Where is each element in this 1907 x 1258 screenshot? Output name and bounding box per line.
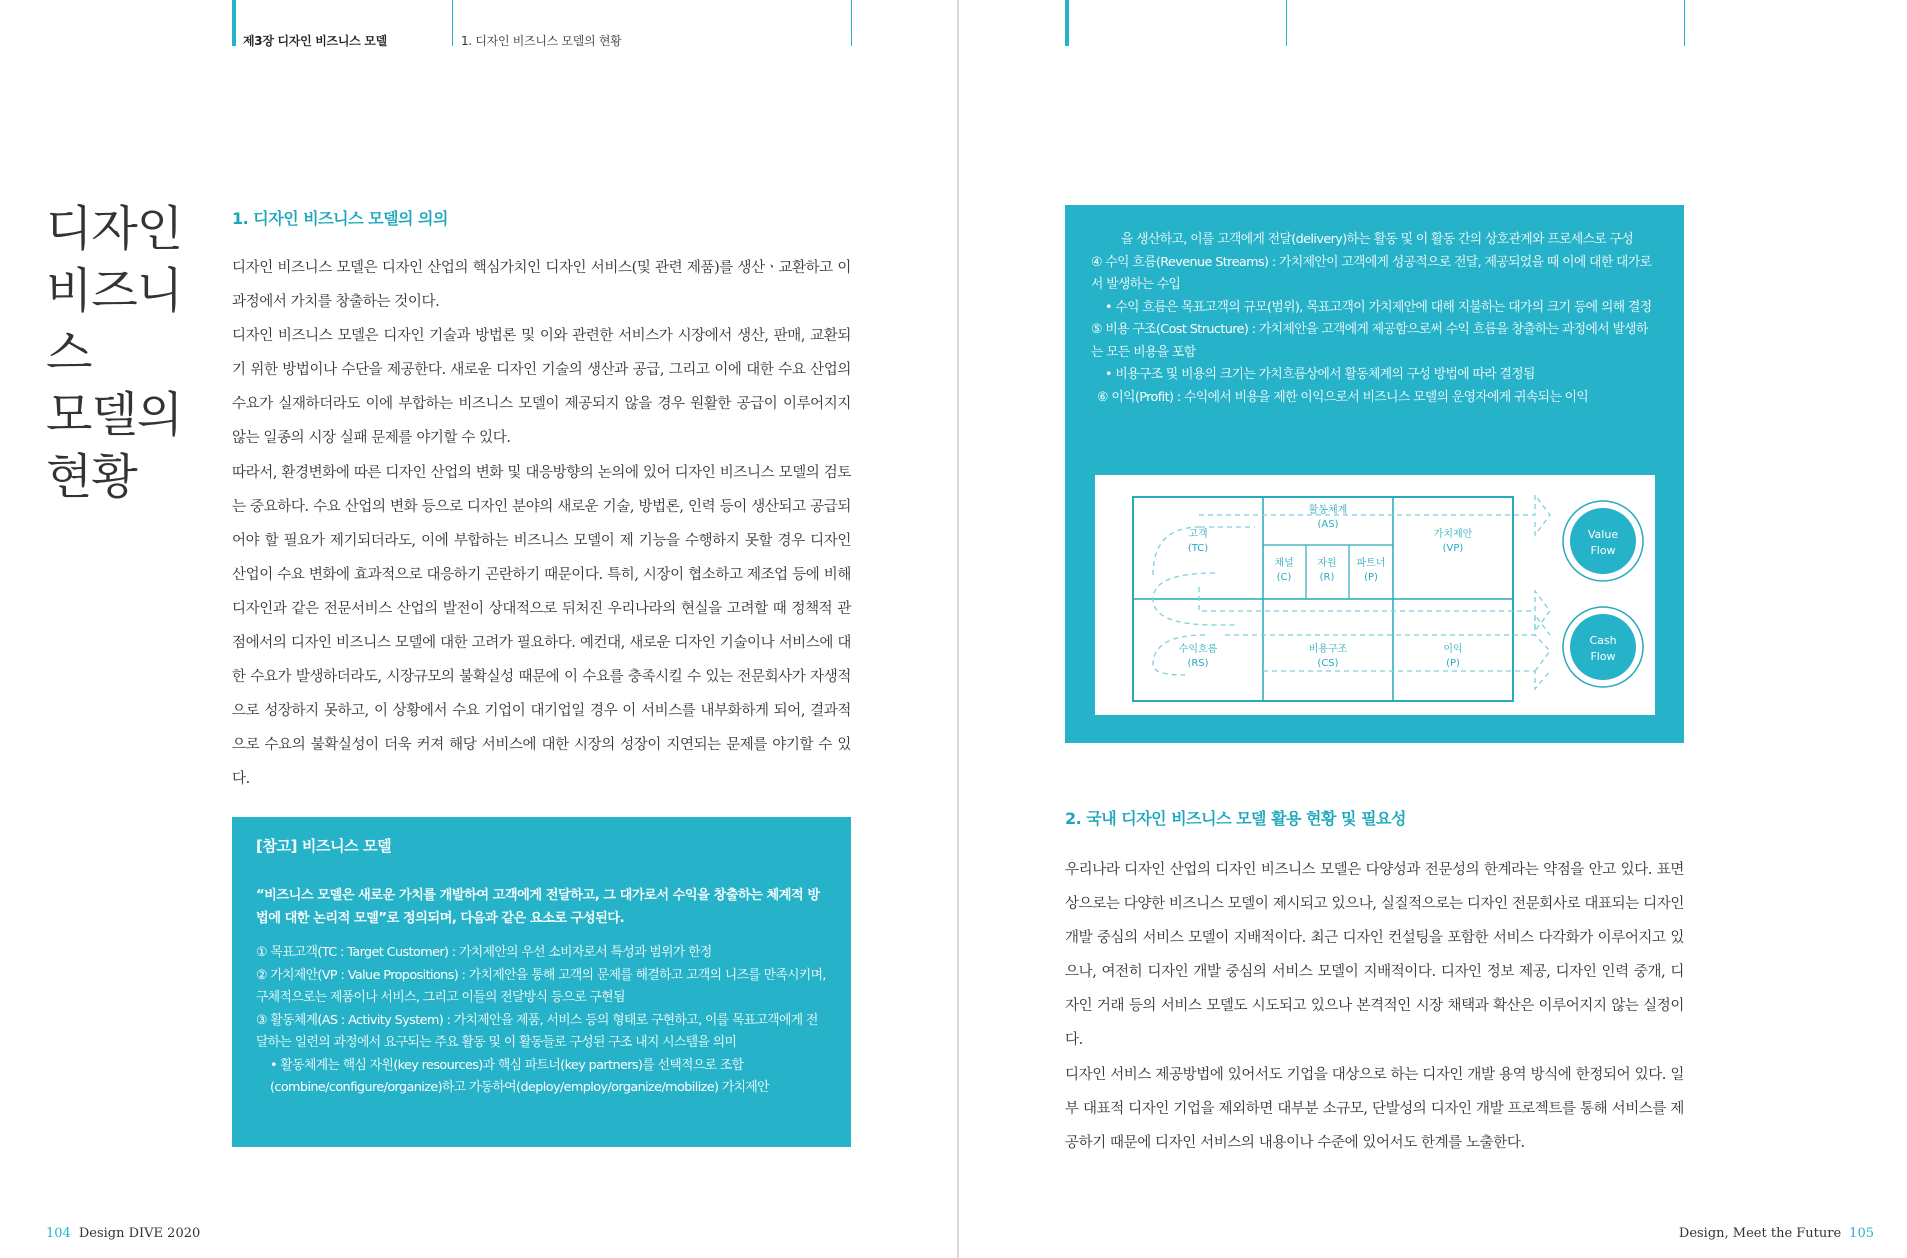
section-body [232,251,851,797]
header-rule [851,0,852,46]
reference-list [1091,229,1658,409]
flow-arrow [1263,671,1550,689]
paragraph: 따라서, 환경변화에 따른 디자인 산업의 변화 및 대응방향의 논의에 있어 디자인 비즈니스 모델의 검토는 중요하다. 수요 산업의 변화 등으로 디자인 분야의 새로운 기술, 방법론, 인력 등이 생산되고 공급되어야 할 필요가 제기되더라도, 이에 부합하는 비즈니스 모델이 제 기능을 수행하지 못할 경우 디자인 산업이 수요 변화에 효과적으로 대응하기 곤란하기 때문이다. 특히, 시장이 협소하고 제조업 등에 비해 디자인과 같은 전문서비스 산업의 발전이 상대적으로 뒤처진 우리나라의 현실을 고려할 때 정책적 관점에서의 디자인 비즈니스 모델에 대한 고려가 필요하다. 예컨대, 새로운 디자인 기술이나 서비스에 대한 수요가 발생하더라도, 시장규모의 불확실성 때문에 이 수요를 충족시킬 수 있는 전문회사가 자생적으로 성장하지 못하고, 이 상황에서 수요 기업이 대기업일 경우 이 서비스를 내부화하게 되어, 결과적으로 수요의 불확실성이 더욱 커져 해당 서비스에 대한 시장의 성장이 지연되는 문제를 야기할 수 있다. [232,464,851,788]
reference-list [256,942,827,1100]
business-model-svg [1095,475,1655,715]
channel-label: 채널 [1274,558,1294,569]
flow-arrow [1199,587,1550,631]
paragraph: 디자인 비즈니스 모델은 디자인 기술과 방법론 및 이와 관련한 서비스가 시장에서 생산, 판매, 교환되기 위한 방법이나 수단을 제공한다. 새로운 디자인 기술의 생산과 공급, 그리고 이에 대한 수요 산업의 수요가 실재하더라도 이에 부합하는 비즈니스 모델이 제공되지 않을 경우 원활한 공급이 이루어지지 않는 일종의 시장 실패 문제를 야기할 수 있다. [232,328,851,447]
header-rule [1286,0,1287,46]
publication-title: Design DIVE 2020 [78,1226,201,1241]
value-prop-label: 가치제안 [1433,529,1473,540]
reference-box [232,817,851,1147]
reference-item: • 비용구조 및 비용의 크기는 가치흐름상에서 활동체계의 구성 방법에 따라 결정됨 [1105,367,1535,382]
section-heading: 2. 국내 디자인 비즈니스 모델 활용 현황 및 필요성 [1065,809,1406,828]
reference-item: ⑥ 이익(Profit) : 수익에서 비용을 제한 이익으로서 비즈니스 모델의 운영자에게 귀속되는 이익 [1097,389,1589,405]
reference-item: 을 생산하고, 이를 고객에게 전달(delivery)하는 활동 및 이 활동 간의 상호관계와 프로세스로 구성 [1121,232,1634,247]
partner-label: (P) [1364,572,1378,583]
customer-label: (TC) [1187,543,1209,554]
partner-label: 파트너 [1356,558,1386,569]
activity-label: 활동체계 [1308,505,1348,516]
value-flow-circle [1570,508,1636,574]
paragraph: 디자인 비즈니스 모델은 디자인 산업의 핵심가치인 디자인 서비스(및 관련 제품)를 생산ㆍ교환하고 이 과정에서 가치를 창출하는 것이다. [232,260,851,311]
revenue-label: (RS) [1187,658,1209,669]
footer-right [1679,1226,1874,1241]
resource-label: (R) [1319,572,1335,583]
resource-label: 자원 [1317,558,1337,569]
header-rule [1684,0,1685,46]
publication-tagline: Design, Meet the Future [1678,1226,1842,1241]
header-rule [1065,0,1069,46]
profit-label: 이익 [1443,644,1463,655]
flow-arrow [1199,495,1550,535]
header-section: 1. 디자인 비즈니스 모델의 현황 [461,34,622,48]
reference-item: ② 가치제안(VP : Value Propositions) : 가치제안을 통해 고객의 문제를 해결하고 고객의 니즈를 만족시키며, 구체적으로는 제품이나 서비스, 그리고 이들의 전달방식 등으로 구현됨 [256,967,826,1005]
cost-label: 비용구조 [1308,644,1348,655]
chapter-title-line: 현황 [46,449,137,505]
page-number: 105 [1849,1226,1874,1241]
reference-item: • 활동체계는 핵심 자원(key resources)과 핵심 파트너(key partners)를 선택적으로 조합(combine/configure/organize)하고 가동하여(deploy/employ/organize/mobilize) 가치제안 [270,1057,769,1095]
reference-item: • 수익 흐름은 목표고객의 규모(범위), 목표고객이 가치제안에 대해 지불하는 대가의 크기 등에 의해 결정 [1105,299,1652,315]
flow-arrow [1225,615,1550,671]
reference-item: ⑤ 비용 구조(Cost Structure) : 가치제안을 고객에게 제공함으로써 수익 흐름을 창출하는 과정에서 발생하는 모든 비용을 포함 [1091,322,1648,360]
paragraph: 디자인 서비스 제공방법에 있어서도 기업을 대상으로 하는 디자인 개발 용역 방식에 한정되어 있다. 일부 대표적 디자인 기업을 제외하면 대부분 소규모, 단발성의 디자인 개발 프로젝트를 통해 서비스를 제공하기 때문에 디자인 서비스의 내용이나 수준에 있어서도 한계를 노출한다. [1065,1066,1684,1151]
section-heading: 1. 디자인 비즈니스 모델의 의의 [232,209,448,228]
cash-flow-label: Flow [1590,650,1616,663]
profit-label: (P) [1446,658,1460,669]
paragraph: 우리나라 디자인 산업의 디자인 비즈니스 모델은 다양성과 전문성의 한계라는 약점을 안고 있다. 표면상으로는 다양한 비즈니스 모델이 제시되고 있으나, 실질적으로는 디자인 전문회사로 대표되는 디자인 개발 중심의 서비스 모델이 지배적이다. 최근 디자인 컨설팅을 포함한 서비스 다각화가 이루어지고 있으나, 여전히 디자인 개발 중심의 서비스 모델이 지배적이다. 디자인 정보 제공, 디자인 인력 중개, 디자인 거래 등의 서비스 모델도 시도되고 있으나 본격적인 시장 채택과 확산은 이루어지지 않는 실정이다. [1065,862,1684,1049]
reference-item: ③ 활동체계(AS : Activity System) : 가치제안을 제품, 서비스 등의 형태로 구현하고, 이를 목표고객에게 전달하는 일련의 과정에서 요구되는 주요 활동 및 이 활동들로 구성된 구조 내지 시스템을 의미 [256,1012,818,1050]
footer-left [46,1226,200,1241]
chapter-title-line: 디자인 [46,201,183,257]
chapter-title [46,198,226,508]
reference-item: ④ 수익 흐름(Revenue Streams) : 가치제안이 고객에게 성공적으로 전달, 제공되었을 때 이에 대한 대가로서 발생하는 수입 [1091,254,1652,292]
revenue-label: 수익흐름 [1178,644,1218,655]
section-body [1065,853,1684,1160]
reference-item: ① 목표고객(TC : Target Customer) : 가치제안의 우선 소비자로서 특성과 범위가 한정 [256,945,712,960]
flow-path [1153,635,1205,675]
channel-label: (C) [1276,572,1292,583]
value-flow-label: Flow [1590,544,1616,557]
value-flow-label: Value [1587,528,1619,541]
spread-divider [957,0,959,1258]
cash-flow-label: Cash [1589,634,1617,647]
value-prop-label: (VP) [1442,543,1464,554]
reference-title: [참고] 비즈니스 모델 [256,837,392,855]
header-rule [452,0,453,46]
chapter-title-line: 비즈니스 [46,263,183,381]
chapter-title-line: 모델의 [46,387,183,443]
customer-label: 고객 [1188,529,1208,540]
cost-label: (CS) [1317,658,1339,669]
reference-intro: “비즈니스 모델은 새로운 가치를 개발하여 고객에게 전달하고, 그 대가로서 수익을 창출하는 체계적 방법에 대한 논리적 모델”로 정의되며, 다음과 같은 요소로 구성된다. [256,888,820,926]
page-number: 104 [46,1226,71,1241]
cash-flow-circle [1570,614,1636,680]
header-rule [232,0,236,46]
header-chapter: 제3장 디자인 비즈니스 모델 [243,34,387,48]
business-model-diagram [1095,475,1655,715]
activity-label: (AS) [1317,519,1339,530]
